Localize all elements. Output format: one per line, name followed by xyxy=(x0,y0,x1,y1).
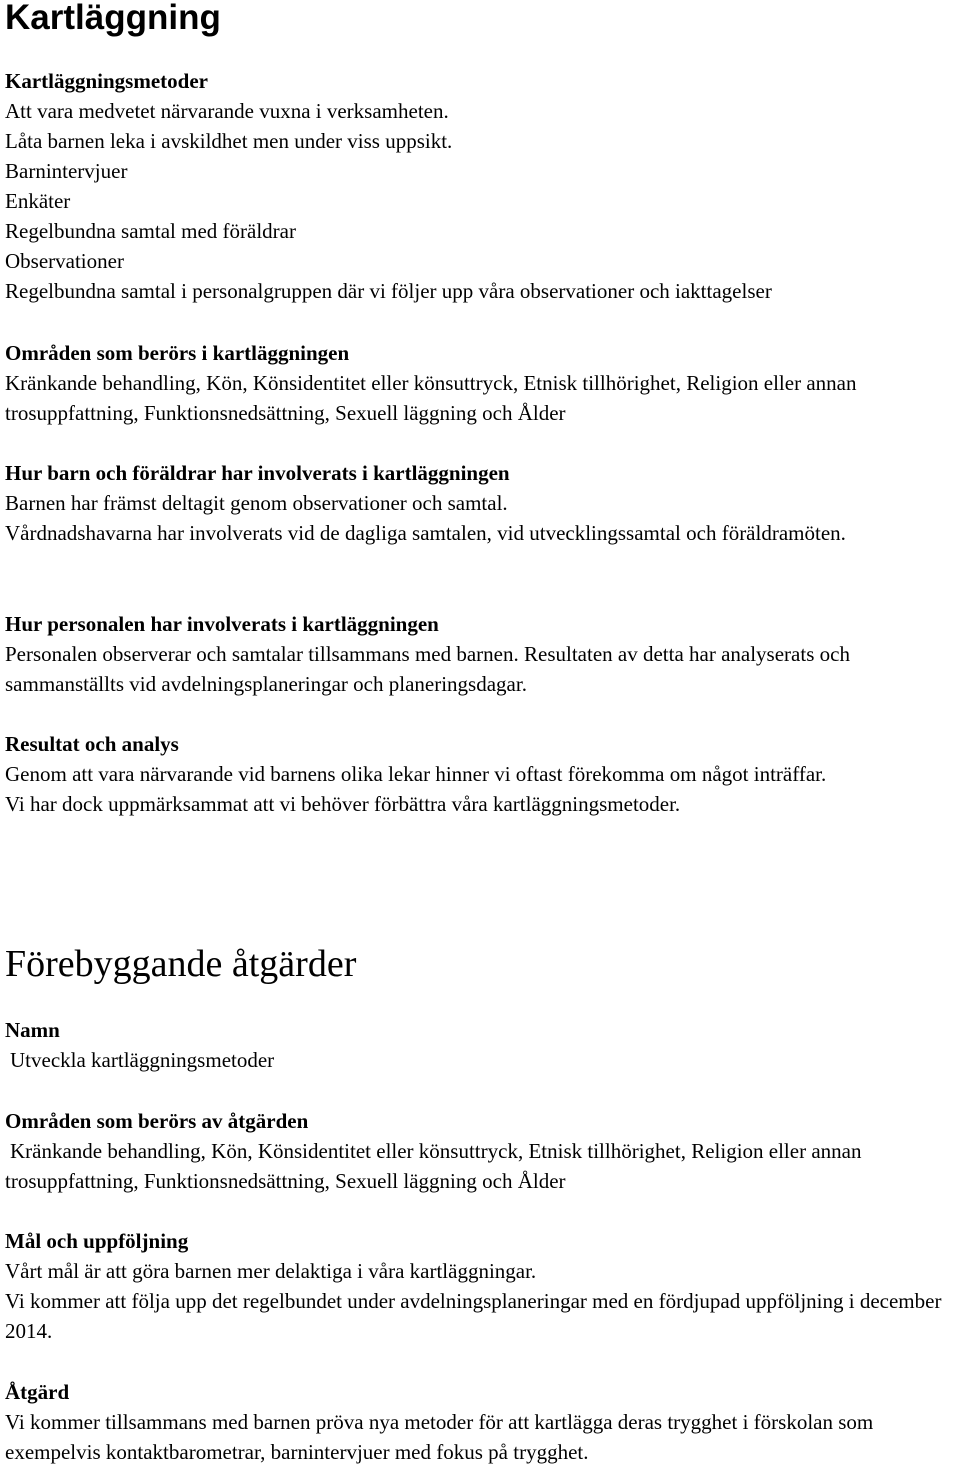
mal-heading: Mål och uppföljning xyxy=(5,1229,189,1253)
namn-text: Utveckla kartläggningsmetoder xyxy=(10,1048,275,1072)
omraden-heading: Områden som berörs i kartläggningen xyxy=(5,341,350,365)
resultat-line: Genom att vara närvarande vid barnens olika lekar hinner vi oftast förekomma om något inträffar. xyxy=(5,762,827,786)
metod-item: Enkäter xyxy=(5,189,71,213)
resultat-heading: Resultat och analys xyxy=(5,732,179,756)
omraden-text: Kränkande behandling, Kön, Könsidentitet eller könsuttryck, Etnisk tillhörighet, Religion eller annan trosuppfattning, Funktionsnedsättning, Sexuell läggning och Ålder xyxy=(5,371,857,425)
kartlaggning-title: Kartläggning xyxy=(5,0,221,37)
metoder-list xyxy=(5,96,772,306)
forebyggande-title: Förebyggande åtgärder xyxy=(5,943,357,985)
atgard-text: Vi kommer tillsammans med barnen pröva nya metoder för att kartlägga deras trygghet i förskolan som exempelvis kontaktbarometrar, barnintervjuer med fokus på trygghet. xyxy=(5,1410,874,1464)
resultat-line: Vi har dock uppmärksammat att vi behöver förbättra våra kartläggningsmetoder. xyxy=(5,792,681,816)
atgard-omraden-text: Kränkande behandling, Kön, Könsidentitet eller könsuttryck, Etnisk tillhörighet, Religion eller annan trosuppfattning, Funktionsnedsättning, Sexuell läggning och Ålder xyxy=(5,1139,862,1193)
metod-item: Observationer xyxy=(5,249,124,273)
metod-item: Låta barnen leka i avskildhet men under viss uppsikt. xyxy=(5,129,453,153)
namn-heading: Namn xyxy=(5,1018,60,1042)
metod-item: Regelbundna samtal med föräldrar xyxy=(5,219,296,243)
barn-heading: Hur barn och föräldrar har involverats i kartläggningen xyxy=(5,461,510,485)
atgard-omraden-heading: Områden som berörs av åtgärden xyxy=(5,1109,309,1133)
metoder-heading: Kartläggningsmetoder xyxy=(5,69,208,93)
resultat-text xyxy=(5,759,955,819)
atgard-heading: Åtgärd xyxy=(5,1380,70,1404)
metod-item: Barnintervjuer xyxy=(5,159,128,183)
barn-line: Barnen har främst deltagit genom observationer och samtal. xyxy=(5,491,508,515)
mal-line: Vi kommer att följa upp det regelbundet under avdelningsplaneringar med en fördjupad uppföljning i december 2014. xyxy=(5,1289,942,1343)
barn-text xyxy=(5,488,955,548)
barn-line: Vårdnadshavarna har involverats vid de dagliga samtalen, vid utvecklingssamtal och föräldramöten. xyxy=(5,521,846,545)
metod-item: Att vara medvetet närvarande vuxna i verksamheten. xyxy=(5,99,449,123)
metod-item: Regelbundna samtal i personalgruppen där vi följer upp våra observationer och iakttagelser xyxy=(5,279,772,303)
mal-line: Vårt mål är att göra barnen mer delaktiga i våra kartläggningar. xyxy=(5,1259,537,1283)
mal-text xyxy=(5,1256,955,1346)
personal-heading: Hur personalen har involverats i kartläggningen xyxy=(5,612,439,636)
personal-text: Personalen observerar och samtalar tillsammans med barnen. Resultaten av detta har analyserats och sammanställts vid avdelningsplaneringar och planeringsdagar. xyxy=(5,642,850,696)
